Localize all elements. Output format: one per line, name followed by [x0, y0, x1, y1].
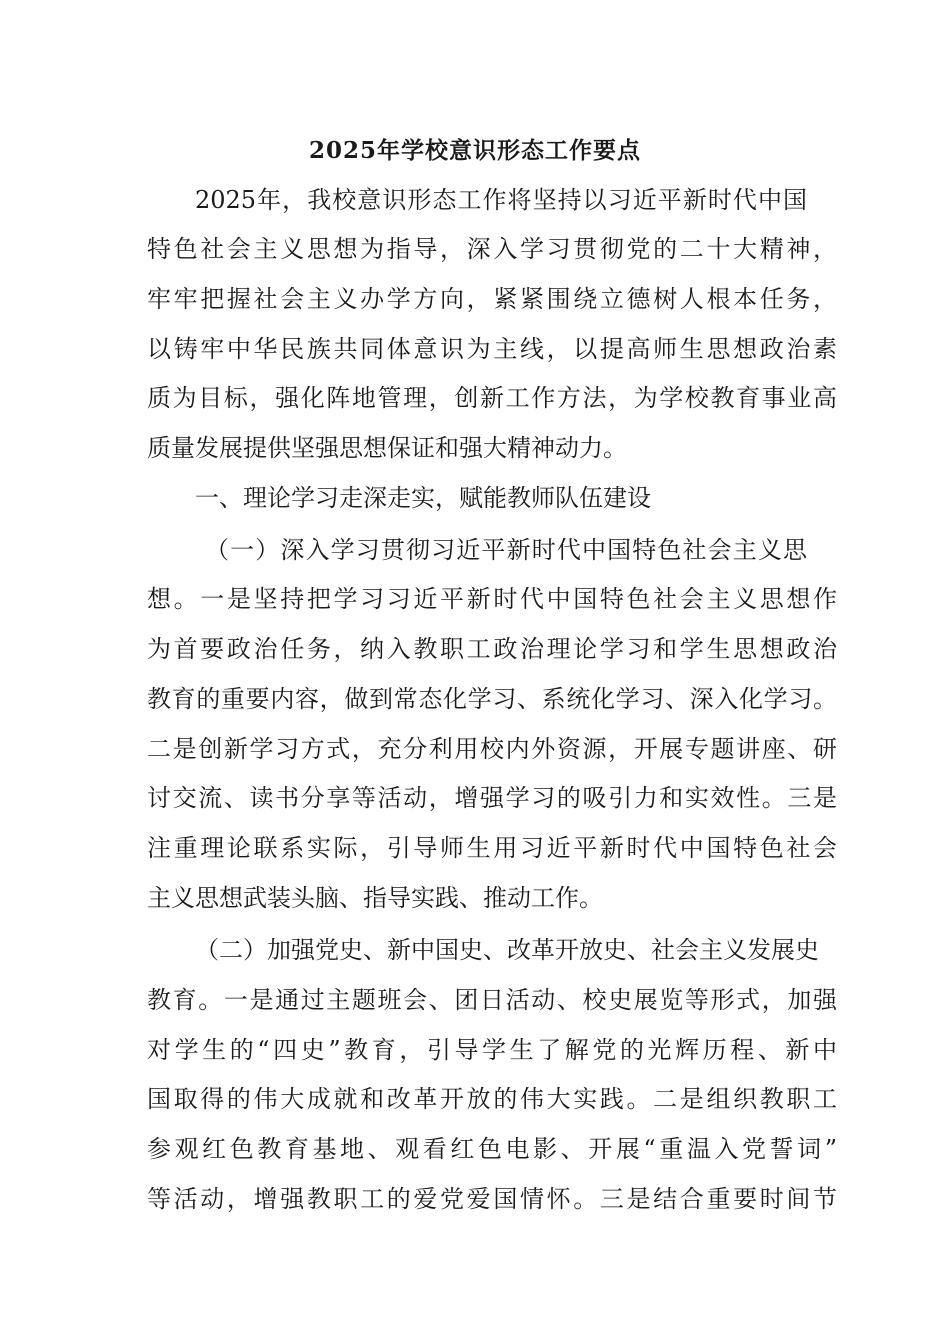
text-line: 讨交流、读书分享等活动，增强学习的吸引力和实效性。三是 [147, 784, 837, 812]
text-line: 教育的重要内容，做到常态化学习、系统化学习、深入化学习。 [147, 685, 837, 713]
text-line: 想。一是坚持把学习习近平新时代中国特色社会主义思想作 [147, 585, 837, 613]
text-line: 为首要政治任务，纳入教职工政治理论学习和学生思想政治 [147, 635, 837, 663]
text-line: 教育。一是通过主题班会、团日活动、校史展览等形式，加强 [147, 986, 837, 1014]
text-line: 牢牢把握社会主义办学方向，紧紧围绕立德树人根本任务， [147, 285, 837, 313]
document-title: 2025年学校意识形态工作要点 [308, 137, 641, 164]
text-line: 等活动，增强教职工的爱党爱国情怀。三是结合重要时间节 [147, 1185, 837, 1213]
text-line: 二是创新学习方式，充分利用校内外资源，开展专题讲座、研 [147, 735, 837, 763]
text-line: 注重理论联系实际，引导师生用习近平新时代中国特色社会 [147, 834, 837, 862]
text-line: 特色社会主义思想为指导，深入学习贯彻党的二十大精神， [147, 235, 837, 263]
text-line: 国取得的伟大成就和改革开放的伟大实践。二是组织教职工 [147, 1085, 837, 1113]
text-line: 主义思想武装头脑、指导实践、推动工作。 [147, 884, 603, 912]
text-line: 对学生的“四史”教育，引导学生了解党的光辉历程、新中 [147, 1036, 837, 1064]
text-line: （二）加强党史、新中国史、改革开放史、社会主义发展史 [195, 936, 819, 964]
text-line: 以铸牢中华民族共同体意识为主线，以提高师生思想政治素 [147, 335, 837, 363]
text-line: 质量发展提供坚强思想保证和强大精神动力。 [147, 434, 627, 462]
text-line: 参观红色教育基地、观看红色电影、开展“重温入党誓词” [147, 1135, 837, 1163]
text-line: 质为目标，强化阵地管理，创新工作方法，为学校教育事业高 [147, 384, 837, 412]
text-line: （一）深入学习贯彻习近平新时代中国特色社会主义思 [205, 536, 807, 564]
section-heading-text: 一、理论学习走深走实，赋能教师队伍建设 [195, 484, 651, 512]
text-line: 2025年，我校意识形态工作将坚持以习近平新时代中国 [195, 186, 807, 214]
